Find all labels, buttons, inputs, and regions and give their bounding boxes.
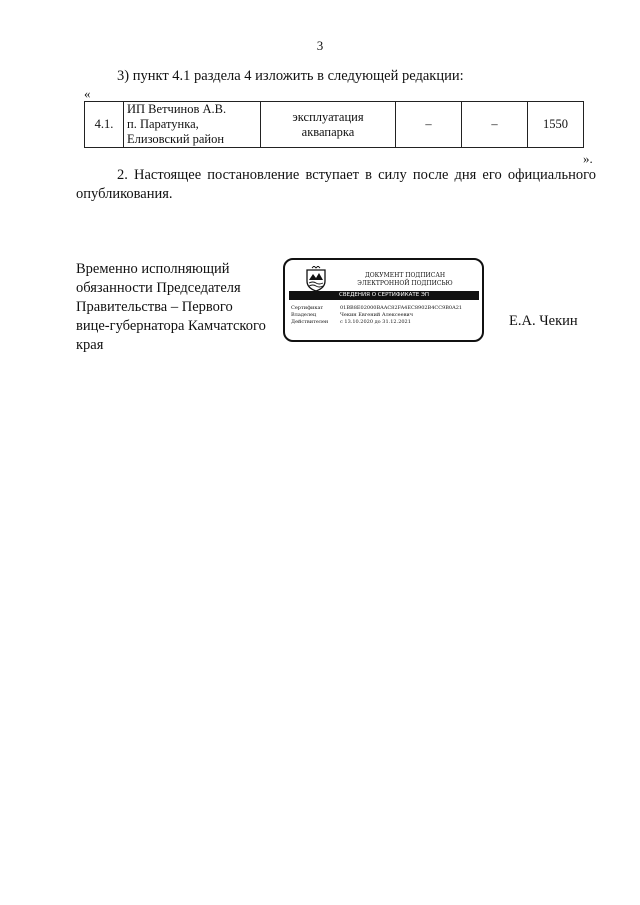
signer-name: Е.А. Чекин: [509, 313, 578, 329]
org-line: ИП Ветчинов А.В.: [127, 102, 227, 116]
cell-value: 1550: [528, 102, 584, 148]
cell-number: 4.1.: [85, 102, 124, 148]
quote-open: «: [84, 86, 91, 101]
stamp-value: 01BB8E02000BAAC82FA4EC8902B4CC9B0A21: [340, 305, 463, 311]
signer-title: [76, 260, 276, 355]
cell-dash-1: –: [396, 102, 462, 148]
paragraph-2: 2. Настоящее постановление вступает в силу после дня его официального опубликования.: [76, 167, 596, 202]
cell-dash-2: –: [462, 102, 528, 148]
stamp-row-validity: [291, 319, 481, 326]
stamp-header: [343, 272, 467, 288]
stamp-label: Сертификат: [291, 305, 324, 311]
org-line: п. Паратунка,: [127, 117, 199, 131]
stamp-certificate-bar: СВЕДЕНИЯ О СЕРТИФИКАТЕ ЭП: [289, 291, 479, 300]
stamp-label: Действителен: [291, 319, 329, 325]
quote-close: ».: [583, 151, 593, 166]
signer-line: обязанности Председателя: [76, 280, 241, 296]
signer-line: Правительства – Первого: [76, 299, 233, 315]
table-row: [85, 102, 584, 148]
activity-line: эксплуатация: [292, 109, 364, 124]
stamp-header-line: ДОКУМЕНТ ПОДПИСАН: [364, 272, 446, 279]
stamp-row-certificate: [291, 305, 481, 312]
activity-line: аквапарка: [301, 124, 355, 139]
stamp-label: Владелец: [291, 312, 317, 318]
signer-line: Временно исполняющий: [76, 261, 230, 277]
stamp-details: [291, 305, 481, 326]
cell-organization: [124, 102, 261, 148]
org-line: Елизовский район: [127, 132, 225, 146]
cell-activity: [261, 102, 396, 148]
page-number: 3: [316, 38, 324, 53]
stamp-row-owner: [291, 312, 481, 319]
stamp-header-line: ЭЛЕКТРОННОЙ ПОДПИСЬЮ: [357, 280, 453, 287]
amendment-item-3: 3) пункт 4.1 раздела 4 изложить в следующей редакции:: [117, 68, 464, 84]
stamp-value: Чекин Евгений Алексеевич: [340, 312, 414, 318]
stamp-value: с 13.10.2020 до 31.12.2021: [340, 319, 411, 325]
signer-line: края: [76, 337, 104, 353]
amendment-table: [84, 101, 584, 148]
coat-of-arms-icon: [305, 266, 327, 292]
signer-line: вице-губернатора Камчатского: [76, 318, 266, 334]
electronic-signature-stamp: [283, 258, 484, 342]
